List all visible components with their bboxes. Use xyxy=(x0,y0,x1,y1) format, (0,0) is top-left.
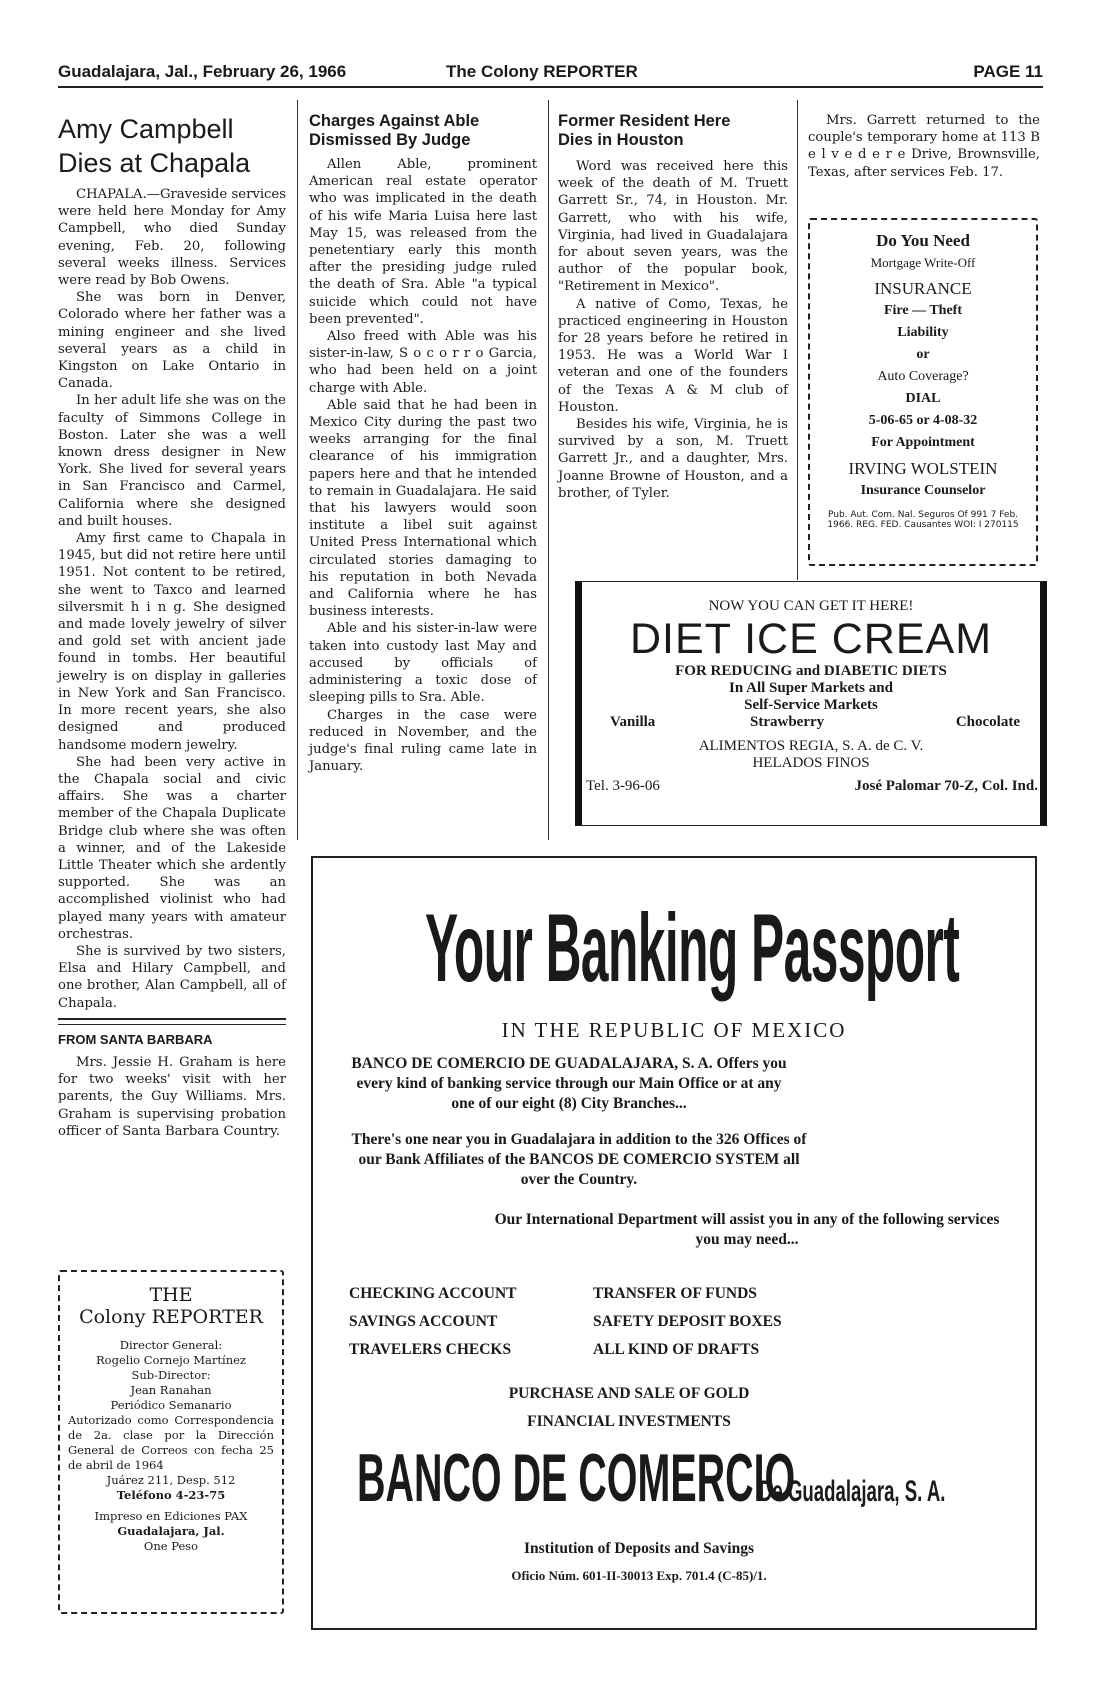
ad-paragraph: There's one near you in Guadalajara in addition to the 326 Offices of our Bank Affiliates of the BANCOS DE COMERCIO SYSTEM all over the Country. xyxy=(351,1131,807,1188)
service-item: CHECKING ACCOUNT xyxy=(349,1285,517,1302)
service-item: SAVINGS ACCOUNT xyxy=(349,1313,498,1330)
article-paragraph: Able and his sister-in-law were taken into custody last May and accused by officials of administering a toxic dose of sleeping pills to Sra. Able. xyxy=(309,621,537,706)
ad-headline: DIET ICE CREAM xyxy=(629,615,993,663)
newspaper-name: The Colony REPORTER xyxy=(446,62,638,81)
ad-line: Self-Service Markets xyxy=(744,697,878,713)
article-garrett-continued xyxy=(808,112,1040,181)
article-paragraph: Word was received here this week of the death of M. Truett Garrett Sr., 74, in Houston. Mr. Garrett, who with his wife, Virginia, had lived in Guadalajara for about seven years, was the author of the popular book, "Retirement in Mexico". xyxy=(558,159,788,295)
colophon-title: Colony REPORTER xyxy=(79,1306,263,1328)
flavor-chocolate: Chocolate xyxy=(955,714,1020,730)
page-masthead xyxy=(58,58,1043,88)
article-paragraph: Besides his wife, Virginia, he is survived by a son, M. Truett Garrett Jr., and a daughter, Mrs. Joanne Browne of Houston, and a brother, of Tyler. xyxy=(558,417,788,501)
gold-services xyxy=(313,1380,945,1436)
ad-company: ALIMENTOS REGIA, S. A. de C. V. xyxy=(698,738,924,754)
article-paragraph: A native of Como, Texas, he practiced engineering in Houston for 28 years before he retired in 1953. He was a World War I veteran and one of the founders of the Texas A & M club of Houston. xyxy=(558,296,788,415)
article-headline: Dies at Chapala xyxy=(58,148,251,178)
service-item: TRANSFER OF FUNDS xyxy=(593,1285,757,1302)
colophon-line: Teléfono 4-23-75 xyxy=(116,1488,226,1502)
diet-ice-cream-ad xyxy=(575,581,1047,826)
service-item: TRAVELERS CHECKS xyxy=(349,1341,512,1358)
article-paragraph: She is survived by two sisters, Elsa and Hilary Campbell, and one brother, Alan Campbell, all of Chapala. xyxy=(58,943,286,1011)
article-headline: Amy Campbell xyxy=(58,114,234,144)
colophon-line: Guadalajara, Jal. xyxy=(117,1524,225,1538)
colophon-line: Juárez 211, Desp. 512 xyxy=(106,1473,236,1487)
service-item: ALL KIND OF DRAFTS xyxy=(593,1341,760,1358)
bank-logo-main: BANCO DE COMERCIO xyxy=(357,1440,796,1516)
article-headline: Charges Against Able xyxy=(309,112,480,130)
ad-phone: 5-06-65 or 4-08-32 xyxy=(868,413,978,428)
flavor-strawberry: Strawberry xyxy=(750,714,825,730)
ad-company: HELADOS FINOS xyxy=(752,755,870,771)
page-number: PAGE 11 xyxy=(973,62,1043,81)
article-able xyxy=(309,112,537,775)
ad-line: Insurance Counselor xyxy=(860,483,986,498)
article-amy-campbell xyxy=(58,112,286,1140)
colophon-box xyxy=(58,1270,284,1614)
colophon-line: Impreso en Ediciones PAX xyxy=(94,1509,248,1523)
ad-line: Auto Coverage? xyxy=(877,369,969,384)
bank-tagline: Institution of Deposits and Savings xyxy=(524,1540,754,1557)
bank-oficio: Oficio Núm. 601-II-30013 Exp. 701.4 (C-85)/1. xyxy=(511,1568,767,1583)
colophon-line: Sub-Director: xyxy=(131,1368,211,1382)
article-paragraph: CHAPALA.—Graveside services were held here Monday for Amy Campbell, who died Sunday evening, Feb. 20, following several weeks illness. Services were read by Bob Owens. xyxy=(58,187,286,289)
article-paragraph: Amy first came to Chapala in 1945, but did not retire here until 1951. Not content to be retired, she went to Taxco and learned silversmit h i n g. She designed and made lovely jewelry of silver and gold set with ancient jade found in tombs. Her beautiful jewelry is on display in galleries in New York and San Francisco. In more recent years, she also designed and produced handsome modern jewelry. xyxy=(58,531,286,753)
colophon-line: Director General: xyxy=(119,1338,223,1352)
ad-top-line: NOW YOU CAN GET IT HERE! xyxy=(708,598,914,614)
ad-line: FOR REDUCING and DIABETIC DIETS xyxy=(675,663,947,679)
ad-paragraph: Our International Department will assist you in any of the following services you may need... xyxy=(494,1211,1000,1248)
section-headline: FROM SANTA BARBARA xyxy=(58,1031,213,1047)
bank-logo xyxy=(313,1440,1035,1520)
ad-line: INSURANCE xyxy=(874,279,972,298)
service-item: SAFETY DEPOSIT BOXES xyxy=(593,1313,782,1330)
ad-line: or xyxy=(916,347,930,362)
ad-headline: Do You Need xyxy=(876,231,970,250)
article-paragraph: Also freed with Able was his sister-in-law, S o c o r r o Garcia, who had been held on a joint charge with Able. xyxy=(309,329,537,396)
divider xyxy=(58,1018,286,1020)
ad-paragraph: BANCO DE COMERCIO DE GUADALAJARA, S. A. Offers you every kind of banking service through our Main Office or at any one of our eight (8) City Branches... xyxy=(351,1055,787,1112)
insurance-ad xyxy=(808,218,1038,566)
article-headline: Former Resident Here xyxy=(558,112,731,130)
article-paragraph: Mrs. Jessie H. Graham is here for two weeks' visit with her parents, the Guy Williams. Mrs. Graham is supervising probation officer of Santa Barbara Country. xyxy=(58,1054,286,1139)
ad-line: In All Super Markets and xyxy=(729,680,893,696)
bank-ad xyxy=(311,856,1037,1630)
services-right xyxy=(593,1280,782,1364)
ad-subhead: IN THE REPUBLIC OF MEXICO xyxy=(501,1018,847,1042)
ad-line: DIAL xyxy=(905,391,941,406)
flavor-vanilla: Vanilla xyxy=(610,714,656,730)
column-rule xyxy=(297,100,298,840)
ad-headline: Your Banking Passport xyxy=(425,896,960,1003)
article-paragraph: Charges in the case were reduced in November, and the judge's final ruling came late in January. xyxy=(309,707,537,775)
ad-line: For Appointment xyxy=(871,435,975,450)
service-item: PURCHASE AND SALE OF GOLD xyxy=(508,1385,750,1402)
colophon-line: Periódico Semanario xyxy=(110,1398,232,1412)
article-garrett xyxy=(558,112,788,502)
colophon-line: Autorizado como Correspondencia de 2a. clase por la Dirección General de Correos con fecha 25 de abril de 1964 xyxy=(68,1413,274,1472)
article-paragraph: She had been very active in the Chapala social and civic affairs. She was a charter member of the Chapala Duplicate Bridge club where she was often a winner, and of the Lakeside Little Theater which she ardently supported. She was an accomplished violinist who had played many years with amateur orchestras. xyxy=(58,754,286,942)
column-rule xyxy=(797,100,798,580)
article-paragraph: She was born in Denver, Colorado where her father was a mining engineer and she lived several years as a child in Kingston on Lake Ontario in Canada. xyxy=(58,290,286,392)
ad-contact-row xyxy=(582,778,1040,798)
ad-address: José Palomar 70-Z, Col. Ind. xyxy=(854,778,1038,794)
ad-line: Liability xyxy=(897,325,949,340)
divider xyxy=(58,1024,286,1025)
colophon-title: THE xyxy=(149,1284,193,1306)
colophon-line: Rogelio Cornejo Martínez xyxy=(96,1353,246,1367)
colophon-line: Jean Ranahan xyxy=(130,1383,212,1397)
ad-phone: Tel. 3-96-06 xyxy=(586,778,660,794)
article-headline: Dies in Houston xyxy=(558,131,684,149)
dateline: Guadalajara, Jal., February 26, 1966 xyxy=(58,62,347,81)
column-rule xyxy=(548,100,549,840)
article-headline: Dismissed By Judge xyxy=(309,131,471,149)
ad-line: Fire — Theft xyxy=(883,303,963,318)
bank-headline-wrap xyxy=(313,896,1035,1006)
article-paragraph: Mrs. Garrett returned to the couple's temporary home at 113 B e l v e d e r e Drive, Brownsville, Texas, after services Feb. 17. xyxy=(808,113,1040,180)
colophon-line: One Peso xyxy=(143,1539,199,1553)
article-paragraph: In her adult life she was on the faculty of Simmons College in Boston. Later she was a well known dress designer in New York. She lived for several years in San Francisco and Carmel, California where she designed and built houses. xyxy=(58,393,286,529)
article-paragraph: Able said that he had been in Mexico City during the past two weeks arranging for the final clearance of his immigration papers here and that he intended to remain in Guadalajara. He said that his lawyers would soon institute a libel suit against United Press International which circulated stories damaging to his reputation in both Nevada and California where he has business interests. xyxy=(309,397,537,620)
flavor-row xyxy=(582,714,1040,734)
services-left xyxy=(349,1280,517,1364)
bank-logo-sub: De Guadalajara, S. A. xyxy=(759,1475,946,1508)
ad-line: Mortgage Write-Off xyxy=(870,255,976,270)
service-item: FINANCIAL INVESTMENTS xyxy=(527,1413,731,1430)
ad-fine-print: Pub. Aut. Com. Nal. Seguros Of 991 7 Feb. 1966. REG. FED. Causantes WOI: I 270115 xyxy=(827,510,1019,530)
article-paragraph: Allen Able, prominent American real estate operator who was implicated in the death of his wife Maria Luisa here last May 15, was released from the penetentiary early this month after the presiding judge ruled the death of Sra. Able "a typical suicide which could not have been prevented". xyxy=(309,157,537,327)
ad-name: IRVING WOLSTEIN xyxy=(848,459,998,478)
